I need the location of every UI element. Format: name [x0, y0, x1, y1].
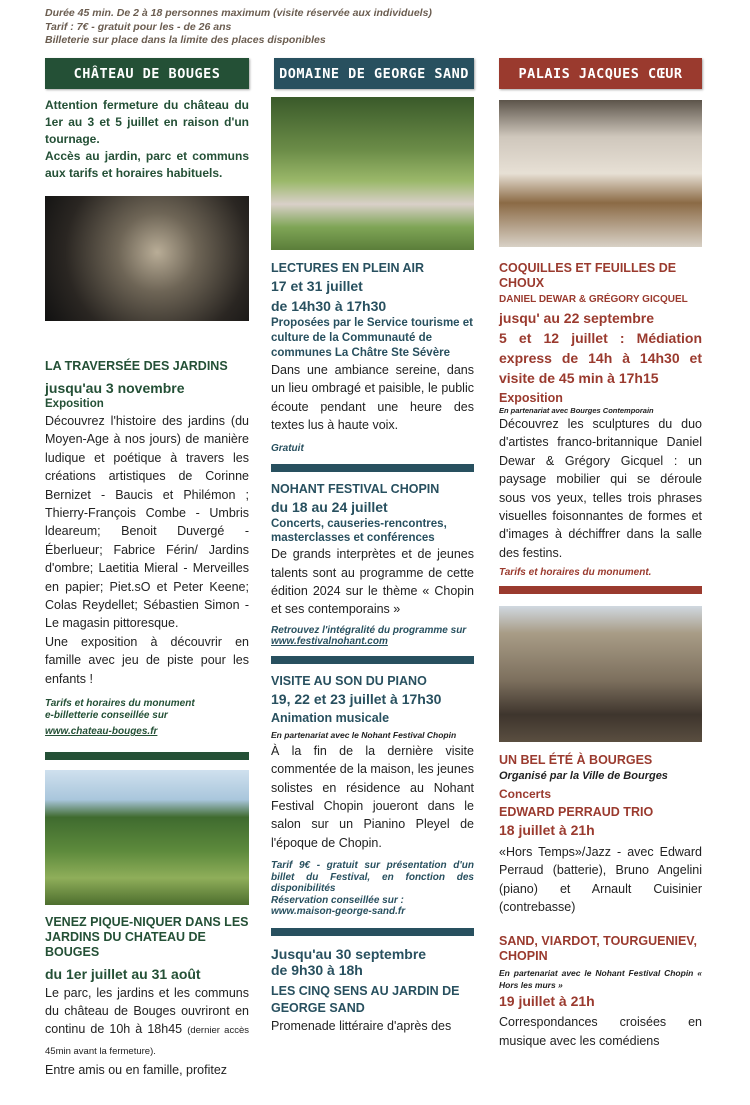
event-pique-nique: VENEZ PIQUE-NIQUER DANS LES JARDINS DU CHATEAU DE BOUGES du 1er juillet au 31 août Le parc, les jardins et les communs du château de Bouges ouvriront en continu de 10h à 18h45 (dernier accès 45min avant la fermeture). Entre amis ou en famille, profitez: [45, 914, 250, 1078]
event-visite-piano: VISITE AU SON DU PIANO 19, 22 et 23 juillet à 17h30 Animation musicale En partenariat avec le Nohant Festival Chopin À la fin de la dernière visite commentée de la maison, les jeunes solistes en résidence au Nohant Festival Chopin joueront dans le salon sur un Pianino Pleyel de l'époque de Chopin. Tarif 9€ - gratuit sur présentation d'un billet du Festival, en fonction des disponibilités Réservation conseillée sur : www.maison-george-sand.fr: [271, 673, 474, 918]
column-domaine-george-sand: [271, 58, 474, 1035]
header-chateau-de-bouges: CHÂTEAU DE BOUGES: [45, 58, 249, 89]
deckchairs-photo: [271, 97, 474, 250]
garden-photo: [45, 770, 249, 905]
maison-george-sand-link[interactable]: www.maison-george-sand.fr: [271, 906, 406, 918]
divider: [271, 656, 474, 664]
column-chateau-de-bouges: [45, 58, 249, 1080]
kitchen-photo: [45, 196, 249, 321]
event-lectures-plein-air: LECTURES EN PLEIN AIR 17 et 31 juillet de 14h30 à 17h30 Proposées par le Service tourisme et culture de la Communauté de communes La Châtre Ste Sévère Dans une ambiance sereine, dans un lieu ombragé et paisible, le public écoute pendant une heure des textes lus à haute voix. Gratuit: [271, 261, 474, 454]
header-palais-jacques-coeur: PALAIS JACQUES CŒUR: [499, 58, 702, 89]
divider: [45, 752, 249, 760]
divider: [271, 928, 474, 936]
event-nohant-festival: NOHANT FESTIVAL CHOPIN du 18 au 24 juillet Concerts, causeries-rencontres, masterclasses et conférences De grands interprètes et de jeunes talents sont au programme de cette édition 2024 sur le thème « Chopin et ses contemporains » Retrouvez l'intégralité du programme sur www.festivalnohant.com: [271, 482, 474, 648]
intro-info: Durée 45 min. De 2 à 18 personnes maximum (visite réservée aux individuels) Tarif : 7€ - gratuit pour les - de 26 ans Billeterie sur place dans la limite des places disponibles: [45, 7, 432, 46]
divider: [271, 464, 474, 472]
event-bel-ete-bourges: UN BEL ÉTÉ À BOURGES Organisé par la Ville de Bourges Concerts EDWARD PERRAUD TRIO 18 juillet à 21h «Hors Temps»/Jazz - avec Edward Perraud (batterie), Bruno Angelini (piano) et Arnault Cuisinier (contrebasse): [499, 752, 702, 914]
festival-nohant-link[interactable]: www.festivalnohant.com: [271, 636, 388, 648]
closure-notice: Attention fermeture du château du 1er au 3 et 5 juillet en raison d'un tournage. Accès au jardin, parc et communs aux tarifs et horaires habituels.: [45, 98, 249, 180]
salle-des-festins-photo: [499, 100, 702, 247]
header-domaine-george-sand: DOMAINE DE GEORGE SAND: [274, 58, 474, 89]
courtyard-concert-photo: [499, 606, 702, 742]
event-coquilles-choux: COQUILLES ET FEUILLES DE CHOUX DANIEL DEWAR & GRÉGORY GICQUEL jusqu' au 22 septembre 5 et 12 juillet : Médiation express de 14h à 14h30 et visite de 45 min à 17h15 Exposition En partenariat avec Bourges Contemporain Découvrez les sculptures du duo d'artistes franco-britannique Daniel Dewar & Grégory Gicquel : un paysage mobilier qui se déroule sous vos yeux, telles trois phrases visuelles foisonnantes de formes et d'images à déchiffrer dans la salle des festins. Tarifs et horaires du monument.: [499, 261, 702, 579]
event-traversee-jardins: LA TRAVERSÉE DES JARDINS jusqu'au 3 novembre Exposition Découvrez l'histoire des jardins (du Moyen-Age à nos jours) de manière ludique et poétique à travers les créations artistiques de Corinne Bernizet - Baucis et Philémon ; Thierry-François Combe - Umbris ldeareum; Benoit Duvergé - Éberlueur; Fabrice Férin/ Jardins d'ombre; Laetitia Mieral - Merveilles en papier; Piet.sO et Peter Keene; Colas Reydellet; Sébastien Simon - Le magasin pittoresque. Une exposition à découvrir en famille avec jeu de piste pour les enfants ! Tarifs et horaires du monument e-billetterie conseillée sur www.chateau-bouges.fr: [45, 359, 249, 738]
event-cinq-sens: Jusqu'au 30 septembre de 9h30 à 18h LES CINQ SENS AU JARDIN DE GEORGE SAND Promenade littéraire d'après des: [271, 945, 460, 1033]
chateau-bouges-link[interactable]: www.chateau-bouges.fr: [45, 726, 158, 738]
event-sand-viardot: SAND, VIARDOT, TOURGUENIEV, CHOPIN En partenariat avec le Nohant Festival Chopin « Hors les murs » 19 juillet à 21h Correspondances croisées en musique avec les comédiens: [499, 934, 702, 1048]
divider: [499, 586, 702, 594]
column-palais-jacques-coeur: [499, 58, 702, 1050]
